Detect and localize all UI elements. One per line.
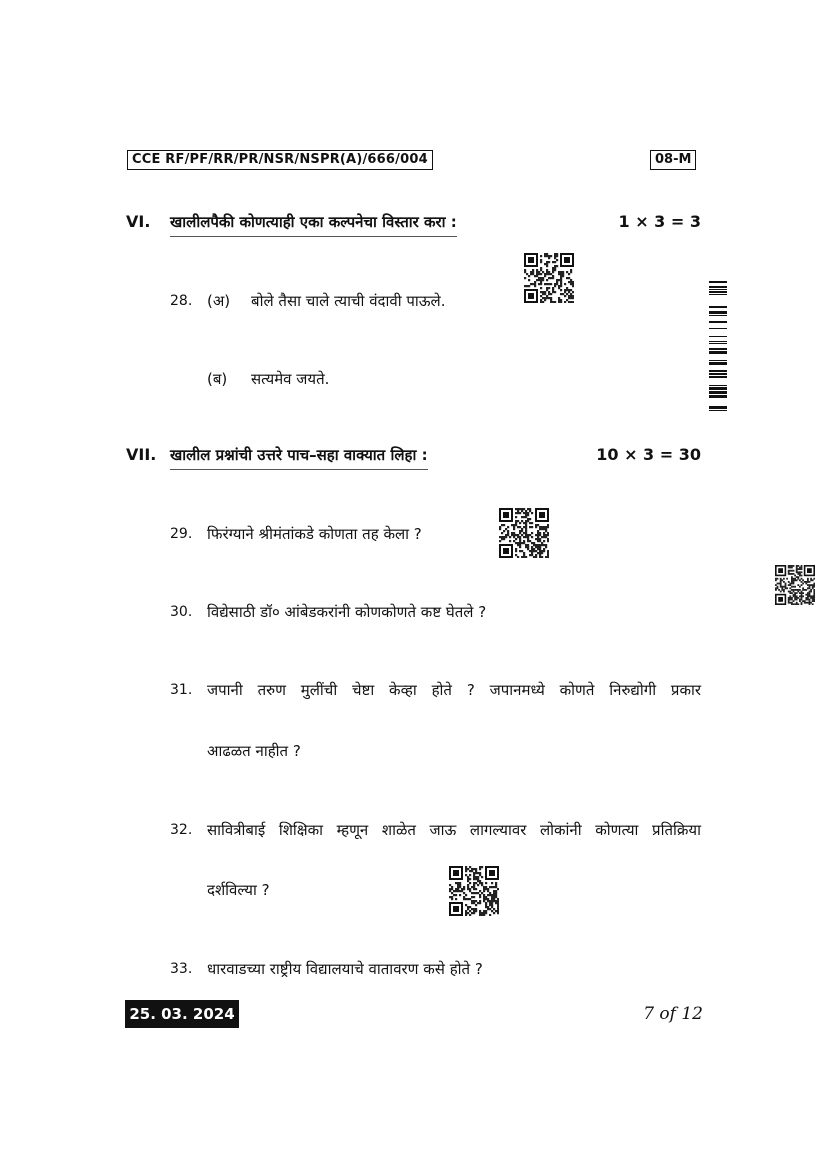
qr-code-image — [524, 253, 574, 303]
question-number: 31. — [170, 682, 193, 698]
question-number: 28. — [170, 293, 193, 309]
section-number: VII. — [126, 445, 157, 464]
question-number: 30. — [170, 604, 193, 620]
question-text: बोले तैसा चाले त्याची वंदावी पाऊले. — [251, 292, 446, 310]
page-number: 7 of 12 — [643, 1004, 703, 1024]
question-text-continued: आढळत नाहीत ? — [207, 742, 301, 760]
question-text: फिरंग्याने श्रीमंतांकडे कोणता तह केला ? — [207, 525, 422, 543]
barcode-image — [709, 281, 727, 414]
section-marks: 10 × 3 = 30 — [596, 445, 701, 464]
qr-code-image — [775, 565, 815, 605]
paper-code: 08-M — [650, 150, 696, 170]
question-number: 33. — [170, 961, 193, 977]
qr-code-image — [449, 866, 499, 916]
question-option: (ब) — [207, 370, 228, 388]
section-title: खालीलपैकी कोणत्याही एका कल्पनेचा विस्तार करा : — [170, 212, 457, 237]
section-marks: 1 × 3 = 3 — [618, 212, 701, 231]
question-number: 29. — [170, 526, 193, 542]
question-number: 32. — [170, 822, 193, 838]
question-text: विद्येसाठी डॉ० आंबेडकरांनी कोणकोणते कष्ट घेतले ? — [207, 603, 487, 621]
question-option: (अ) — [207, 292, 231, 310]
question-text: धारवाडच्या राष्ट्रीय विद्यालयाचे वातावरण कसे होते ? — [207, 960, 483, 978]
section-number: VI. — [126, 212, 151, 231]
exam-code: CCE RF/PF/RR/PR/NSR/NSPR(A)/666/004 — [127, 150, 433, 170]
question-text-continued: दर्शविल्या ? — [207, 881, 270, 899]
question-text: जपानी तरुण मुलींची चेष्टा केव्हा होते ? जपानमध्ये कोणते निरुद्योगी प्रकार — [207, 681, 701, 699]
question-text: सावित्रीबाई शिक्षिका म्हणून शाळेत जाऊ लागल्यावर लोकांनी कोणत्या प्रतिक्रिया — [207, 821, 701, 839]
question-text: सत्यमेव जयते. — [251, 370, 330, 388]
qr-code-image — [499, 508, 549, 558]
exam-date: 25. 03. 2024 — [125, 1000, 239, 1028]
section-title: खालील प्रश्नांची उत्तरे पाच–सहा वाक्यात लिहा : — [170, 445, 428, 470]
